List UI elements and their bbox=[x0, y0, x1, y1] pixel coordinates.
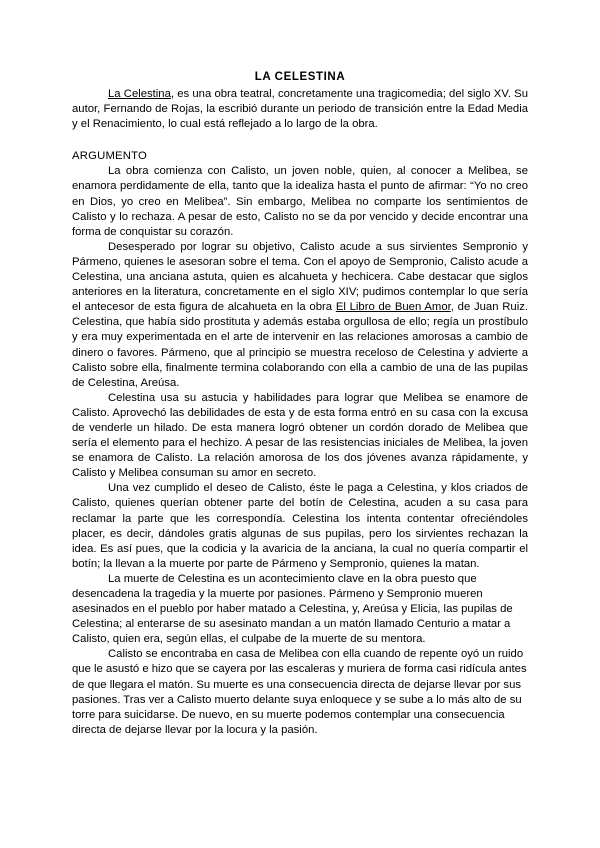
paragraph-4: Una vez cumplido el deseo de Calisto, éste le paga a Celestina, y klos criados de Calisto, quienes querían obtener parte del botín de Celestina, acuden a su casa para reclamar la parte que les correspondía. Celestina los intenta contentar ofreciéndoles placer, es decir, dándoles gratis algunas de sus pupilas, pero los sirvientes rechazan la idea. Es así pues, que la codicia y la avaricia de la anciana, la cual no quería compartir el botín; la llevan a la muerte por parte de Pármeno y Sempronio, quienes la matan. bbox=[72, 482, 528, 570]
section-heading: ARGUMENTO bbox=[72, 150, 148, 163]
intro-text: , es una obra teatral, concretamente una tragicomedia; del siglo XV. Su autor, Fernando de Rojas, la escribió durante un periodo de transición entre la Edad Media y el Renacimiento, lo cual está reflejado a lo largo de la obra. bbox=[72, 88, 528, 131]
document-title: LA CELESTINA bbox=[254, 71, 346, 83]
paragraph-1: La obra comienza con Calisto, un joven noble, quien, al conocer a Melibea, se enamora perdidamente de ella, tanto que la idealiza hasta el punto de afirmar: “Yo no creo en Dios, yo creo en Melibea”. Sin embargo, Melibea no comparte los sentimientos de Calisto y lo rechaza. A pesar de esto, Calisto no se da por vencido y decide encontrar una forma de conquistar su corazón. bbox=[72, 165, 528, 238]
book-title-underlined: El Libro de Buen Amor bbox=[335, 301, 451, 314]
paragraph-2-before: Desesperado por lograr su objetivo, Calisto acude a sus sirvientes Sempronio y Pármeno, quienes le asesoran sobre el tema. Con el apoyo de Sempronio, Calisto acude a Celestina, una anciana astuta, quien es alcahueta y hechicera. Cabe destacar que siglos anteriores en la literatura, concretamente en el siglo XIV; pudimos contemplar lo que sería el antecesor de esta figura de alcahueta en la obra bbox=[72, 240, 528, 314]
paragraph-2-after: , de Juan Ruiz. Celestina, que había sido prostituta y además estaba orgullosa de ello; regía un prostíbulo y era muy experimentada en el arte de intervenir en las relaciones amorosas a cambio de dinero o favores. Pármeno, que al principio se muestra receloso de Celestina y advierte a Calisto sobre ella, finalmente termina colaborando con ella a cambio de una de las pupilas de Celestina, Areúsa. bbox=[72, 301, 528, 389]
intro-paragraph bbox=[72, 87, 528, 132]
paragraph-6: Calisto se encontraba en casa de Melibea con ella cuando de repente oyó un ruido que le asustó e hizo que se cayera por las escaleras y muriera de forma casi ridícula antes de que llegara el matón. Su muerte es una consecuencia directa de dejarse llevar por sus pasiones. Tras ver a Calisto muerto delante suya enloquece y se sube a lo más alto de su torre para suicidarse. De nuevo, en su muerte podemos contemplar una consecuencia directa de dejarse llevar por la locura y la pasión. bbox=[72, 648, 527, 736]
paragraph-5: La muerte de Celestina es un acontecimiento clave en la obra puesto que desencadena la tragedia y la muerte por pasiones. Pármeno y Sempronio mueren asesinados en el pueblo por haber matado a Celestina, y, Areúsa y Elicia, las pupilas de Celestina; al enterarse de su asesinato mandan a un matón llamado Centurio a matar a Calisto, quien era, según ellas, el culpabe de la muerte de su mentora. bbox=[72, 572, 513, 646]
work-title-underlined: La Celestina bbox=[108, 88, 171, 100]
paragraph-3: Celestina usa su astucia y habilidades para lograr que Melibea se enamore de Calisto. Aprovechó las debilidades de esta y de esta forma entró en su casa con la excusa de venderle un hilado. De esta manera logró obtener un cordón dorado de Melibea que sería el elemento para el hechizo. A pesar de las resistencias iniciales de Melibea, la joven se enamora de Calisto. La relación amorosa de los dos jóvenes avanza rápidamente, y Calisto y Melibea consuman su amor en secreto. bbox=[72, 391, 528, 480]
paragraph-2 bbox=[72, 240, 528, 391]
